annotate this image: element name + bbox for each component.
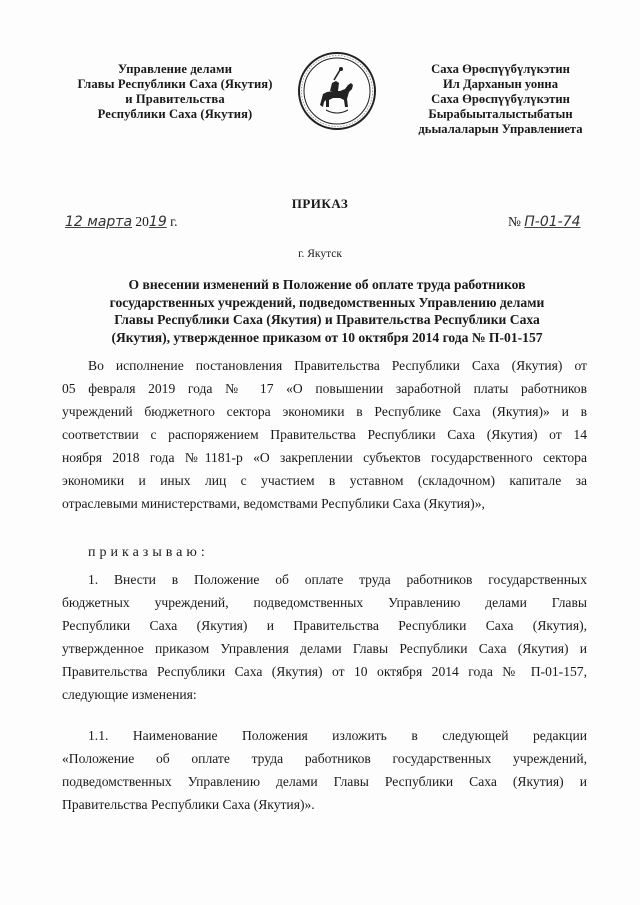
paragraph-item-1-1 — [62, 724, 587, 816]
header-left-block — [60, 62, 290, 122]
header-left-line: Главы Республики Саха (Якутия) — [77, 77, 273, 91]
date-suffix: г. — [170, 214, 178, 229]
paragraph-line: 1.1. Наименование Положения изложить в следующей редакции — [88, 728, 587, 743]
order-subject — [72, 276, 582, 346]
paragraph-line: подведомственных Управлению делами Главы Республики Саха (Якутия) и — [62, 774, 587, 789]
paragraph-line: 05 февраля 2019 года № 17 «О повышении заработной платы работников — [62, 381, 587, 396]
paragraph-line: Правительства Республики Саха (Якутия) от 10 октября 2014 года № П-01-157, — [62, 664, 587, 679]
order-date — [65, 214, 178, 230]
coat-of-arms-emblem — [296, 50, 378, 132]
subject-line: (Якутия), утвержденное приказом от 10 октября 2014 года № П-01-157 — [111, 329, 543, 345]
paragraph-line: экономики и иных лиц с участием в уставном (складочном) капитале за — [62, 473, 587, 488]
header-right-line: Саха Өрөспүүбүлүкэтин — [431, 92, 570, 106]
order-number — [508, 214, 581, 230]
paragraph-line: утвержденное приказом Управления делами Главы Республики Саха (Якутия) и — [62, 641, 587, 656]
date-day-month: 12 марта — [65, 214, 133, 230]
paragraph-line: 1. Внести в Положение об оплате труда работников государственных — [88, 572, 587, 587]
header-left-line: Республики Саха (Якутия) — [97, 107, 253, 121]
subject-line: О внесении изменений в Положение об оплате труда работников — [128, 277, 526, 292]
paragraph-preamble — [62, 354, 587, 515]
paragraph-line: Правительства Республики Саха (Якутия)». — [62, 797, 315, 812]
header-right-line: Бырабыыталыстыбатын — [428, 107, 573, 121]
subject-line: государственных учреждений, подведомственных Управлению делами — [109, 294, 545, 310]
number-prefix: № — [508, 214, 521, 229]
header-right-line: Ил Дарханын уонна — [443, 77, 558, 91]
header-left-line: Управление делами — [117, 62, 233, 76]
paragraph-line: «Положение об оплате труда работников государственных учреждений, — [62, 751, 587, 766]
paragraph-item-1 — [62, 568, 587, 706]
document-type-title: ПРИКАЗ — [291, 196, 349, 211]
paragraph-line: следующие изменения: — [62, 687, 197, 702]
paragraph-line: ноября 2018 года №1181-р «О закреплении субъектов государственного сектора — [62, 450, 587, 465]
paragraph-line: учреждений бюджетного сектора экономики в Республике Саха (Якутия)» и в — [62, 404, 587, 419]
header-left-line: и Правительства — [125, 92, 225, 106]
subject-line: Главы Республики Саха (Якутия) и Правительства Республики Саха — [114, 312, 540, 327]
paragraph-line: Во исполнение постановления Правительства Республики Саха (Якутия) от — [88, 358, 587, 373]
date-year-prefix: 20 — [135, 214, 149, 229]
header-right-block — [398, 62, 603, 137]
date-year: 19 — [148, 214, 167, 230]
paragraph-line: Республики Саха (Якутия) и Правительства Республики Саха (Якутия), — [62, 618, 587, 633]
paragraph-line: бюджетных учреждений, подведомственных Управлению делами Главы — [62, 595, 587, 610]
header-right-line: дьыалаларын Управлениета — [418, 122, 583, 136]
number-value: П-01-74 — [524, 214, 581, 230]
paragraph-line: соответствии с распоряжением Правительства Республики Саха (Якутия) от 14 — [62, 427, 587, 442]
order-word: приказываю: — [88, 545, 209, 560]
paragraph-line: отраслевыми министерствами, ведомствами Республики Саха (Якутия)», — [62, 496, 485, 511]
city-line: г. Якутск — [298, 248, 342, 260]
header-right-line: Саха Өрөспүүбүлүкэтин — [431, 62, 570, 76]
